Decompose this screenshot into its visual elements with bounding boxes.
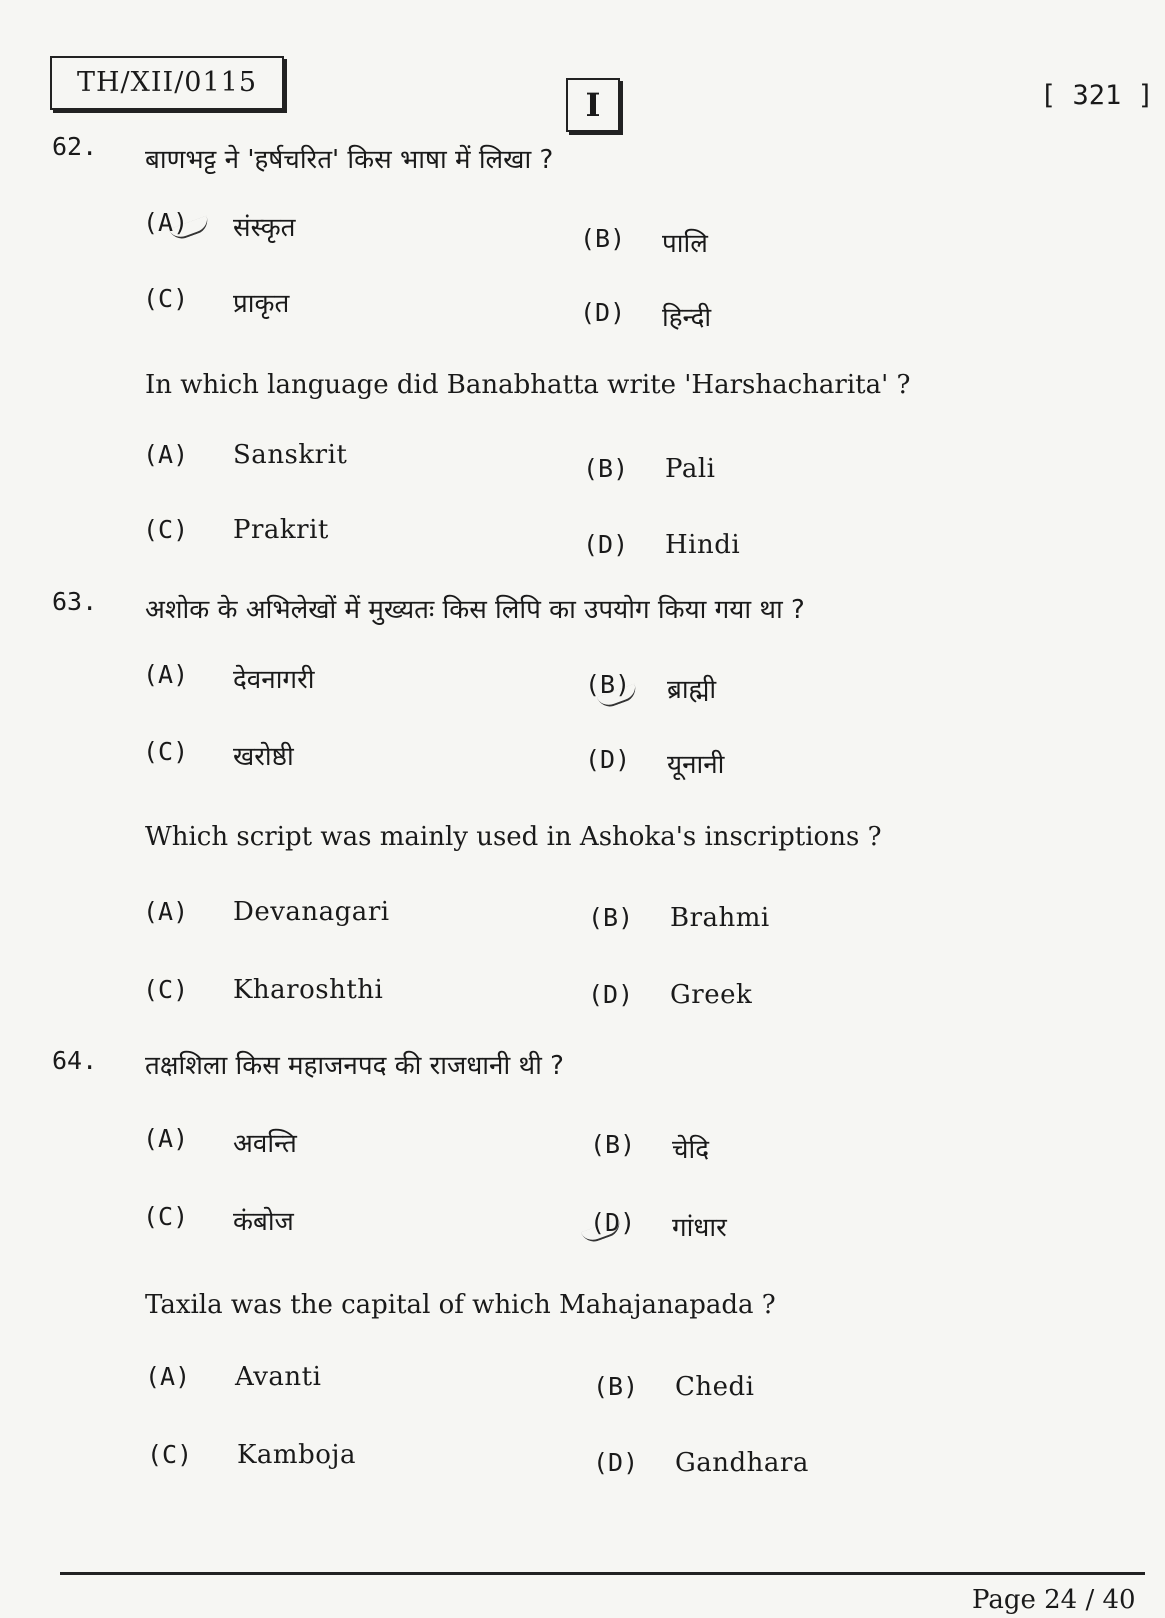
option-label: (A) (143, 440, 189, 469)
option-text: Greek (670, 980, 753, 1010)
option-c (143, 737, 294, 772)
option-label: (D) (588, 980, 634, 1009)
option-text: Kamboja (237, 1440, 356, 1470)
question-number: 64. (52, 1046, 98, 1075)
option-label: (D) (585, 745, 631, 774)
paper-code-box: TH/XII/0115 (50, 56, 284, 110)
option-label: (A) (143, 660, 189, 689)
option-text: देवनागरी (233, 665, 315, 695)
option-label: (C) (147, 1440, 193, 1469)
subject-code: [ 321 ] (1040, 80, 1154, 111)
option-a (143, 897, 390, 927)
option-a (143, 440, 348, 470)
option-d (585, 745, 725, 780)
option-text: Sanskrit (233, 440, 348, 470)
option-label: (B) (583, 454, 629, 483)
option-a (145, 1362, 322, 1392)
option-label: (C) (143, 1202, 189, 1231)
option-text: अवन्ति (233, 1129, 297, 1159)
option-text: Chedi (675, 1372, 755, 1402)
question-number: 63. (52, 587, 98, 616)
option-b (590, 1130, 710, 1165)
set-box: I (566, 78, 620, 132)
option-label: (C) (143, 284, 189, 313)
option-d (593, 1448, 809, 1478)
option-d (588, 980, 753, 1010)
option-d (583, 530, 741, 560)
option-label: (A) (143, 897, 189, 926)
option-a (143, 1124, 297, 1159)
question-text-hindi: बाणभट्ट ने 'हर्षचरित' किस भाषा में लिखा ? (145, 145, 554, 175)
option-c (143, 975, 384, 1005)
option-b (588, 903, 770, 933)
question-text-hindi: अशोक के अभिलेखों में मुख्यतः किस लिपि का उपयोग किया गया था ? (145, 595, 805, 625)
question-text-english: Which script was mainly used in Ashoka's inscriptions ? (145, 822, 882, 852)
option-label: (D) (593, 1448, 639, 1477)
option-b (580, 224, 708, 259)
option-label: (A) (143, 1124, 189, 1153)
option-label: (B) (590, 1130, 636, 1159)
option-text: खरोष्ठी (233, 742, 294, 772)
option-text: गांधार (672, 1213, 727, 1243)
footer-divider (60, 1572, 1145, 1575)
option-label: (C) (143, 975, 189, 1004)
option-label: (B) (580, 224, 626, 253)
option-b (593, 1372, 755, 1402)
page-number: Page 24 / 40 (972, 1585, 1136, 1615)
option-text: चेदि (672, 1135, 710, 1165)
option-text: प्राकृत (233, 289, 290, 319)
option-c (143, 284, 290, 319)
option-d (580, 298, 712, 333)
option-label: (A) (143, 208, 189, 237)
option-text: ब्राह्मी (667, 675, 717, 705)
option-b (583, 454, 716, 484)
option-a (143, 660, 315, 695)
option-text: Prakrit (233, 515, 329, 545)
option-text: कंबोज (233, 1207, 294, 1237)
option-label: (D) (580, 298, 626, 327)
question-text-english: Taxila was the capital of which Mahajanapada ? (145, 1290, 776, 1320)
option-text: पालि (662, 229, 708, 259)
option-text: Brahmi (670, 903, 770, 933)
option-text: हिन्दी (662, 303, 712, 333)
option-text: Hindi (665, 530, 741, 560)
option-label: (B) (585, 670, 631, 699)
option-text: संस्कृत (233, 213, 296, 243)
option-text: Pali (665, 454, 716, 484)
option-c (143, 1202, 294, 1237)
option-text: Gandhara (675, 1448, 809, 1478)
option-label: (D) (583, 530, 629, 559)
option-label: (D) (590, 1208, 636, 1237)
option-c (143, 515, 329, 545)
option-label: (C) (143, 737, 189, 766)
option-label: (B) (593, 1372, 639, 1401)
option-label: (B) (588, 903, 634, 932)
question-text-hindi: तक्षशिला किस महाजनपद की राजधानी थी ? (145, 1051, 564, 1081)
question-number: 62. (52, 132, 98, 161)
option-label: (C) (143, 515, 189, 544)
option-text: यूनानी (667, 750, 725, 780)
option-text: Avanti (235, 1362, 322, 1392)
option-text: Devanagari (233, 897, 390, 927)
option-label: (A) (145, 1362, 191, 1391)
option-text: Kharoshthi (233, 975, 384, 1005)
question-text-english: In which language did Banabhatta write 'Harshacharita' ? (145, 370, 911, 400)
option-c (147, 1440, 356, 1470)
